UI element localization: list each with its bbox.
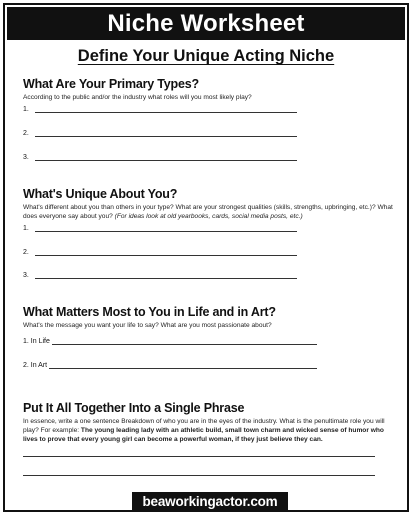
answer-number: 2. [23,130,29,137]
answer-line-in-life[interactable] [23,336,323,346]
description-example: The young leading lady with an athletic build, small town charm and wicked sense of humor who lives to prove that every young girl can become a powerful woman, if they just believe they can. [23,427,384,443]
section-description [23,203,393,221]
description-italic: (For ideas look at old yearbooks, cards, social media posts, etc.) [114,213,303,220]
section-description [23,417,393,444]
answer-label: 1. In Life [23,338,50,345]
answer-number: 3. [23,272,29,279]
answer-line[interactable] [23,247,303,257]
section-heading: What Are Your Primary Types? [23,77,199,91]
answer-number: 1. [23,106,29,113]
section-description: What's the message you want your life to say? What are you most passionate about? [23,322,272,329]
answer-rule [49,368,317,369]
section-description: According to the public and/or the industry what roles will you most likely play? [23,94,252,101]
section-what-matters-most [23,305,393,375]
answer-line[interactable] [23,270,303,280]
phrase-answer-line[interactable] [23,456,375,457]
worksheet-title-banner: Niche Worksheet [7,7,405,40]
description-text: In essence, write a one sentence Breakdown of who you are in the eyes of the industry. What is the penultimate role you will play? For example: [23,418,385,434]
section-primary-types [23,77,393,172]
section-single-phrase [23,401,393,486]
answer-number: 2. [23,249,29,256]
section-heading: What's Unique About You? [23,187,178,201]
section-heading: What Matters Most to You in Life and in Art? [23,305,276,319]
answer-label: 2. In Art [23,362,48,369]
worksheet-page [3,3,409,512]
description-text: What's different about you than others in your type? What are your strongest qualities (skills, strengths, upbringing, etc.)? What does everyone say about you? [23,204,393,220]
answer-line[interactable] [23,128,303,138]
answer-rule [35,255,297,256]
answer-line[interactable] [23,152,303,162]
answer-rule [35,278,297,279]
answer-rule [35,112,297,113]
answer-rule [35,160,297,161]
subtitle-text: Define Your Unique Acting Niche [77,47,335,65]
website-footer-badge: beaworkingactor.com [132,492,288,511]
section-unique-about-you [23,187,393,287]
answer-line-in-art[interactable] [23,360,323,370]
phrase-answer-line[interactable] [23,475,375,476]
answer-rule [35,231,297,232]
answer-rule [35,136,297,137]
section-heading: Put It All Together Into a Single Phrase [23,401,245,415]
answer-line[interactable] [23,104,303,114]
answer-line[interactable] [23,223,303,233]
answer-number: 1. [23,225,29,232]
worksheet-subtitle [5,47,407,66]
answer-number: 3. [23,154,29,161]
answer-rule [52,344,317,345]
